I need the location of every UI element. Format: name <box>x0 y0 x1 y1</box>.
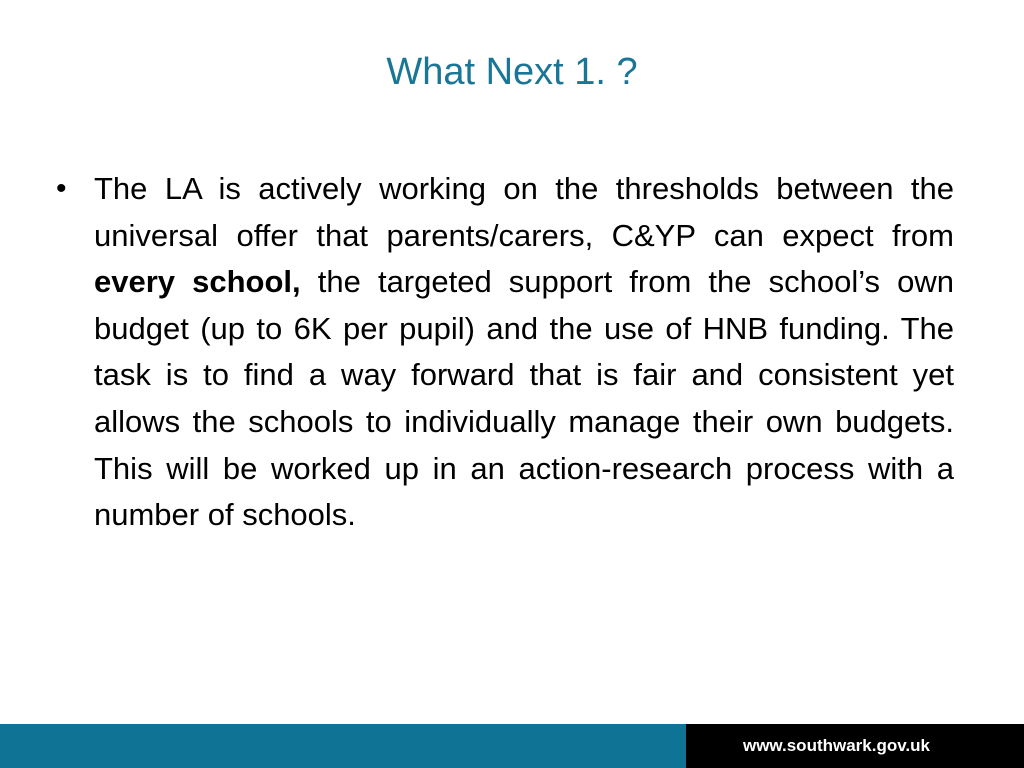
bullet-text-start: The LA is actively working on the thresholds between the universal offer that parents/carers, C&YP can expect from <box>94 171 954 253</box>
slide-title: What Next 1. ? <box>386 51 638 93</box>
bullet-bold-text: every school, <box>94 264 301 300</box>
bullet-text-end: the targeted support from the school’s own budget (up to 6K per pupil) and the use of HNB funding. The task is to find a way forward that is fair and consistent yet allows the schools to individually manage their own budgets. This will be worked up in an action-research process with a number of schools. <box>94 264 955 533</box>
slide-body <box>56 166 954 539</box>
footer-url-box <box>686 724 1024 768</box>
footer-band <box>0 724 686 768</box>
bullet-text <box>94 166 954 539</box>
bullet-marker: • <box>56 172 67 205</box>
bullet-item <box>56 166 954 539</box>
footer-url[interactable]: www.southwark.gov.uk <box>742 736 930 755</box>
